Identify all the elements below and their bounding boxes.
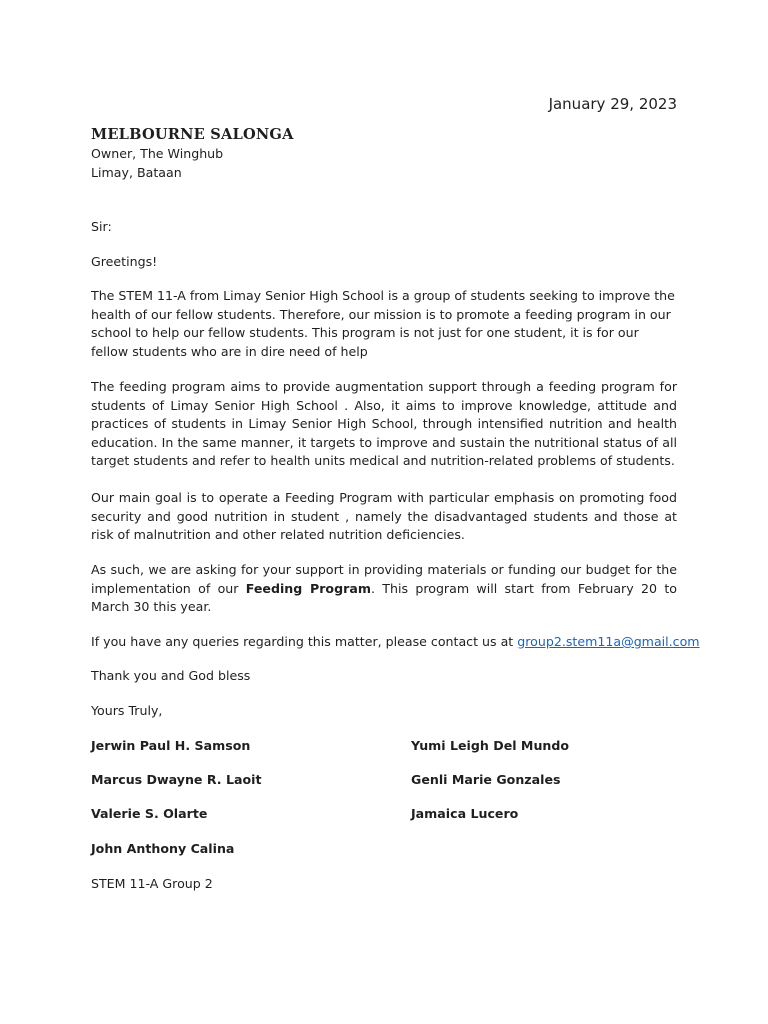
paragraph-request xyxy=(91,561,677,617)
group-name: STEM 11-A Group 2 xyxy=(91,876,213,891)
sign-off: Yours Truly, xyxy=(91,703,163,718)
letter-date: January 29, 2023 xyxy=(548,95,677,113)
thanks-line: Thank you and God bless xyxy=(91,668,251,683)
signatory-left: Jerwin Paul H. Samson xyxy=(91,738,251,753)
paragraph-contact xyxy=(91,633,700,652)
signatory-right: Jamaica Lucero xyxy=(411,806,519,821)
signatory-right: Genli Marie Gonzales xyxy=(411,772,561,787)
salutation: Sir: xyxy=(91,219,112,234)
recipient-name: MELBOURNE SALONGA xyxy=(91,126,294,143)
paragraph-aims: The feeding program aims to provide augmentation support through a feeding program for students of Limay Senior High School . Also, it aims to improve knowledge, attitude and practices of students in Limay Senior High School, through intensified nutrition and health education. In the same manner, it targets to improve and sustain the nutritional status of all target students and refer to health units medical and nutrition-related problems of students. xyxy=(91,379,677,469)
contact-email-link[interactable]: group2.stem11a@gmail.com xyxy=(517,634,700,649)
feeding-program-emphasis: Feeding Program xyxy=(245,580,371,596)
greeting: Greetings! xyxy=(91,254,158,269)
recipient-title: Owner, The Winghub xyxy=(91,146,224,161)
request-text: As such, we are asking for your support in providing materials or funding our budget for the implementation of our xyxy=(91,562,677,596)
signatory-left: John Anthony Calina xyxy=(91,841,235,856)
signatory-left: Valerie S. Olarte xyxy=(91,806,208,821)
recipient-location: Limay, Bataan xyxy=(91,165,182,180)
signatory-left: Marcus Dwayne R. Laoit xyxy=(91,772,262,787)
signatory-right: Yumi Leigh Del Mundo xyxy=(411,738,570,753)
contact-text: If you have any queries regarding this matter, please contact us at xyxy=(91,634,518,649)
request-text-end: . This program will start from February 20 to March 30 this year. xyxy=(91,580,677,615)
paragraph-intro: The STEM 11-A from Limay Senior High School is a group of students seeking to improve the health of our fellow students. Therefore, our mission is to promote a feeding program in our school to help our fellow students. This program is not just for one student, it is for our fellow students who are in dire need of help xyxy=(91,288,675,359)
paragraph-goal: Our main goal is to operate a Feeding Program with particular emphasis on promoting food security and good nutrition in student , namely the disadvantaged students and those at risk of malnutrition and other related nutrition deficiencies. xyxy=(91,490,677,543)
